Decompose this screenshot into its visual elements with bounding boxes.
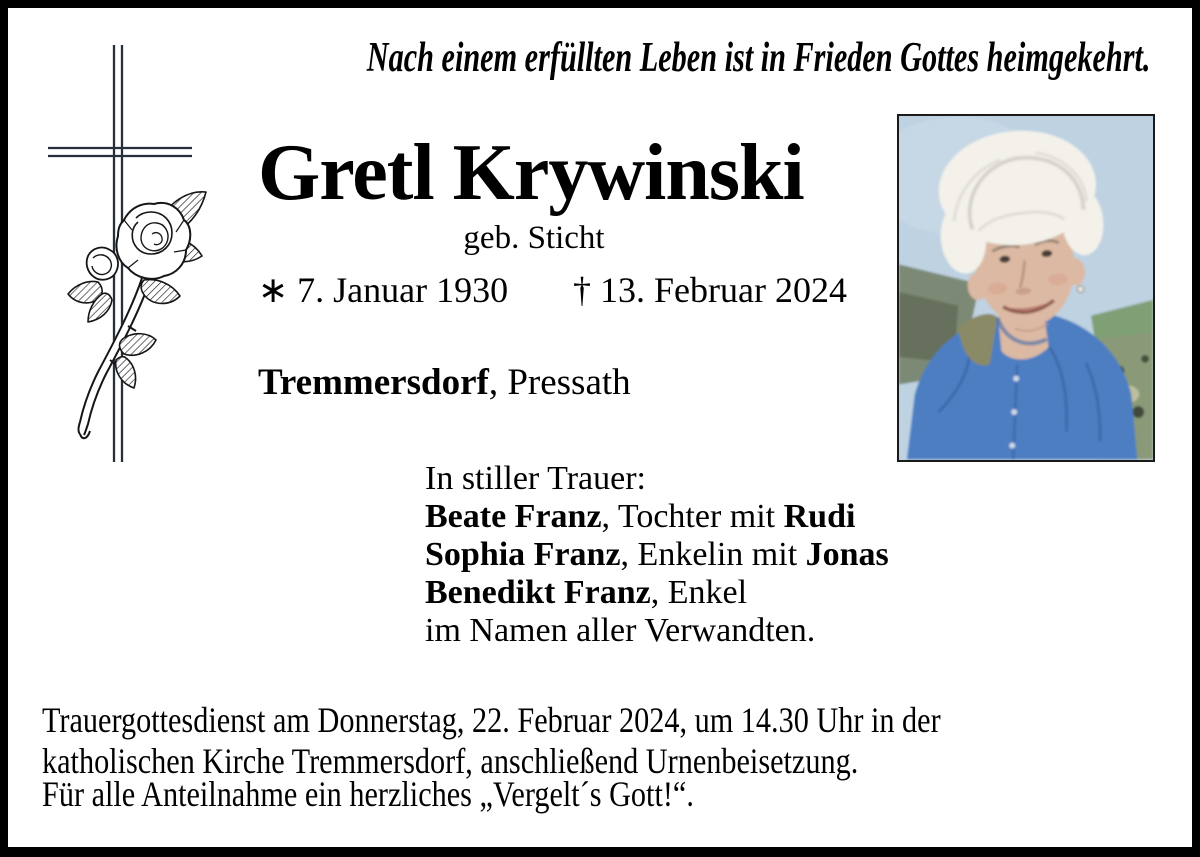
portrait-photo xyxy=(897,114,1155,462)
mourner-line: Sophia Franz, Enkelin mit Jonas xyxy=(425,536,889,573)
service-line-2: katholischen Kirche Tremmersdorf, anschließend Urnenbeisetzung. xyxy=(42,741,859,781)
mourners-intro: In stiller Trauer: xyxy=(425,460,646,497)
epitaph-line: Nach einem erfüllten Leben ist in Frieden Gottes heimgekehrt. xyxy=(366,35,1150,81)
residence-parish: , Pressath xyxy=(488,362,631,403)
portrait-photo-image xyxy=(899,116,1153,460)
photo-earring xyxy=(1077,285,1084,292)
residence-town: Tremmersdorf xyxy=(258,362,489,403)
birth-star-icon: ∗ xyxy=(258,270,289,310)
deceased-name: Gretl Krywinski xyxy=(258,129,804,217)
dagger-icon: † xyxy=(573,270,591,310)
residence-line xyxy=(258,364,631,401)
cross-with-rose-icon xyxy=(40,42,210,467)
service-info xyxy=(42,700,941,782)
death-date: † 13. Februar 2024 xyxy=(573,270,847,310)
life-dates xyxy=(258,270,847,310)
service-line-1: Trauergottesdienst am Donnerstag, 22. Februar 2024, um 14.30 Uhr in der xyxy=(42,700,941,740)
mourner-line: Beate Franz, Tochter mit Rudi xyxy=(425,498,856,535)
birth-date: ∗ 7. Januar 1930 xyxy=(258,270,509,310)
rose-icon xyxy=(68,192,206,438)
thanks-line: Für alle Anteilnahme ein herzliches „Vergelt´s Gott!“. xyxy=(42,774,694,814)
mourners-block xyxy=(425,460,889,650)
mourners-closing: im Namen aller Verwandten. xyxy=(425,612,816,649)
maiden-name: geb. Sticht xyxy=(463,220,605,256)
mourner-line: Benedikt Franz, Enkel xyxy=(425,574,748,611)
